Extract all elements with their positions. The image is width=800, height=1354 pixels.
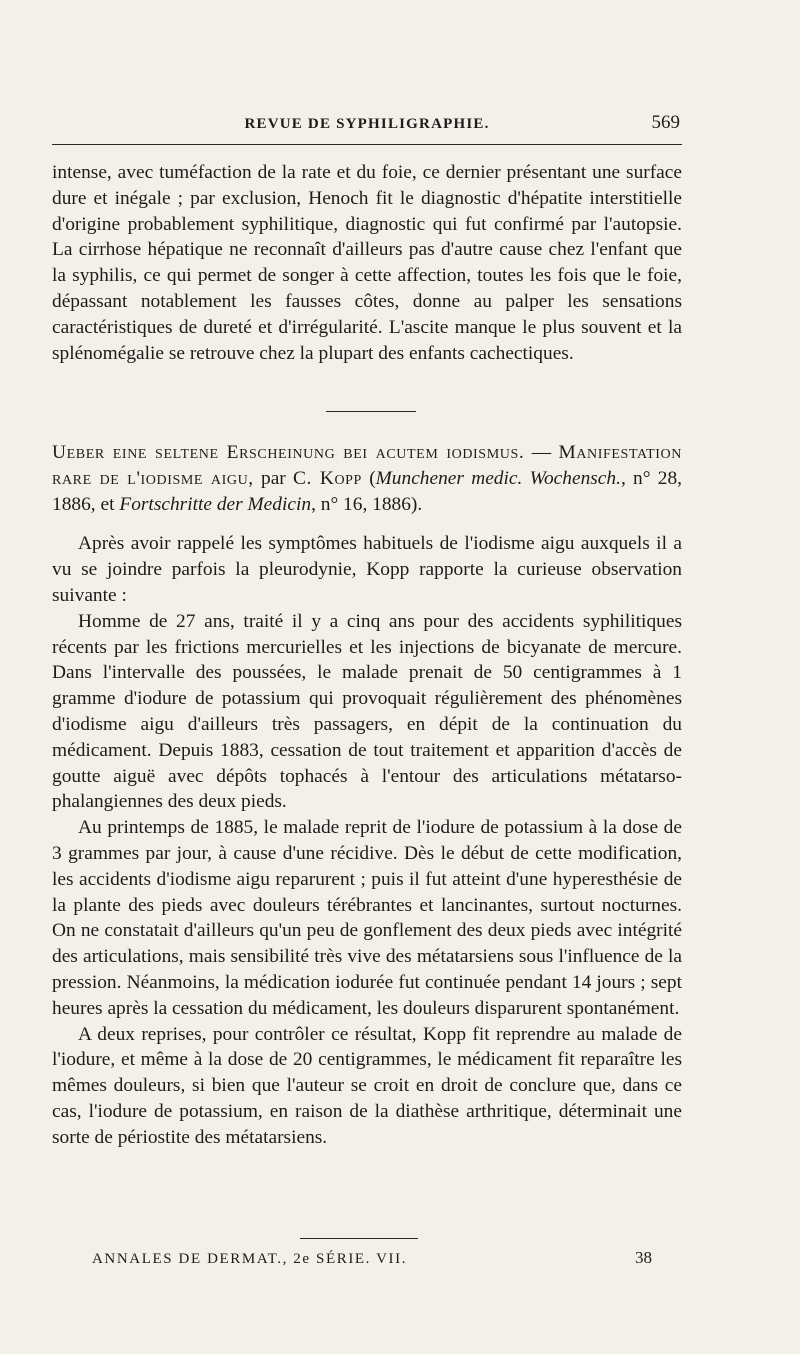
article-section — [52, 440, 682, 1151]
continued-text — [52, 160, 682, 366]
page-number: 569 — [651, 112, 680, 133]
footer-rule — [300, 1238, 418, 1239]
title-dash: — — [531, 442, 552, 463]
journal-title: Fortschritte der Medicin — [119, 493, 312, 515]
paragraph: A deux reprises, pour contrôler ce résultat, Kopp fit reprendre au malade de l'iodure, et même à la dose de 20 centigrammes, le médicament fit reparaître les mêmes douleurs, si bien que l'auteur se croit en droit de conclure que, dans ce cas, l'iodure de potassium, en raison de la diathèse arthritique, déterminait une sorte de périostite des métatarsiens. — [52, 1023, 682, 1148]
ref-open: ( — [369, 467, 376, 489]
journal-title: Munchener medic. Wochensch. — [375, 467, 621, 489]
article-title-german: Ueber eine seltene Erscheinung bei acutem iodismus. — [52, 442, 525, 463]
paragraph: Homme de 27 ans, traité il y a cinq ans pour des accidents syphilitiques récents par les frictions mercurielles et les injections de bicyanate de mercure. Dans l'intervalle des poussées, le malade prenait de 50 centigrammes à 1 gramme d'iodure de potassium qui provoquait régulièrement des phénomènes d'iodisme aigu d'ailleurs très passagers, en dépit de la continuation du médicament. Depuis 1883, cessation de tout traitement et apparition d'accès de goutte aiguë avec dépôts tophacés à l'entour des articulations métatarso-phalangiennes des deux pieds. — [52, 610, 682, 813]
article-author: C. Kopp — [293, 467, 362, 489]
journal-footer: ANNALES DE DERMAT., 2e SÉRIE. VII. — [92, 1251, 408, 1267]
running-title: REVUE DE SYPHILIGRAPHIE. — [244, 116, 490, 132]
running-head — [52, 112, 682, 138]
paragraph: Après avoir rappelé les symptômes habituels de l'iodisme aigu auxquels il a vu se joindre parfois la pleurodynie, Kopp rapporte la curieuse observation suivante : — [52, 533, 682, 606]
signature-mark: 38 — [635, 1248, 652, 1267]
footer — [92, 1248, 652, 1272]
header-rule — [52, 144, 682, 145]
paragraph: Au printemps de 1885, le malade reprit de l'iodure de potassium à la dose de 3 grammes par jour, à cause d'une récidive. Dès le début de cette modification, les accidents d'iodisme aigu reparurent ; puis il fut atteint d'une hyperesthésie de la plante des pieds avec douleurs térébrantes et lancinantes, surtout nocturnes. On ne constatait d'ailleurs qu'un peu de gonflement des deux pieds avec intégrité des articulations, mais sensibilité très vive des métatarsiens sous l'influence de la pression. Néanmoins, la médication iodurée fut continuée pendant 14 jours ; sept heures après la cessation du médicament, les douleurs disparurent spontanément. — [52, 817, 682, 1019]
article-by: par — [261, 467, 286, 489]
paragraph: intense, avec tuméfaction de la rate et du foie, ce dernier présentant une surface dure et inégale ; par exclusion, Henoch fit le diagnostic d'hépatite interstitielle d'origine probablement syphilitique, diagnostic qui fut confirmé par l'autopsie. La cirrhose hépatique ne reconnaît d'ailleurs pas d'autre cause chez l'enfant que la syphilis, ce qui permet de songer à cette affection, toutes les fois que le foie, dépassant notablement les fausses côtes, donne au palper les sensations caractéristiques de dureté et d'irrégularité. L'ascite manque le plus souvent et la splénomégalie se retrouve chez la plupart des enfants cachectiques. — [52, 162, 682, 364]
journal-reference: , n° 16, 1886). — [311, 493, 423, 515]
article-title-french: Manifestation rare de l'iodisme aigu, — [52, 442, 682, 489]
article-heading — [52, 440, 682, 517]
journal-reference: , n° 28, 1886, et — [52, 467, 682, 515]
section-divider — [326, 411, 416, 412]
